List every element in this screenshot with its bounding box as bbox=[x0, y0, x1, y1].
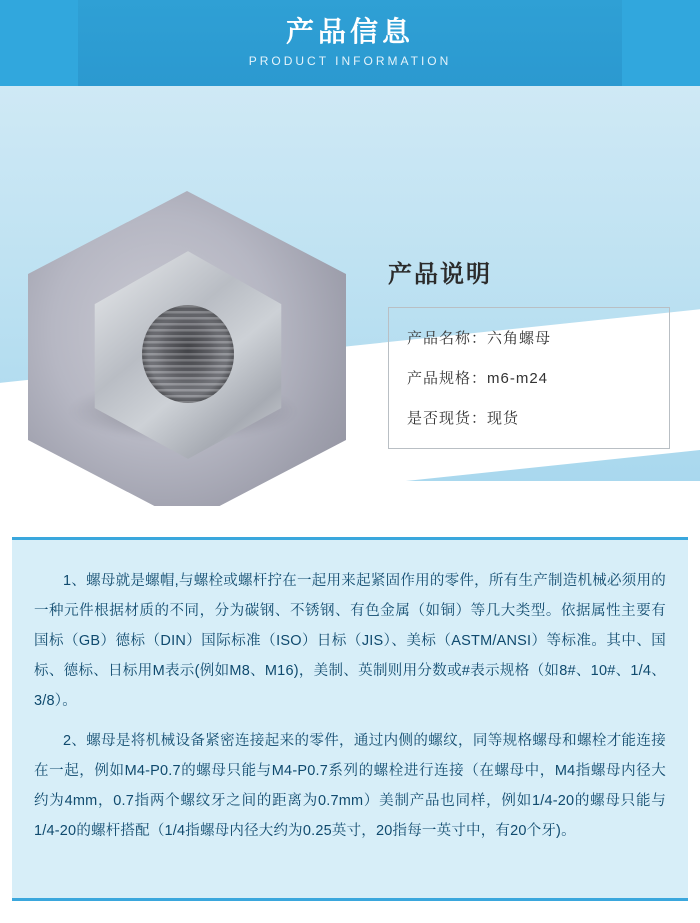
spec-row-stock: 是否现货：现货 bbox=[407, 410, 520, 427]
description-panel bbox=[12, 537, 688, 901]
description-paragraph-2: 2、螺母是将机械设备紧密连接起来的零件，通过内侧的螺纹，同等规格螺母和螺栓才能连接在一起，例如M4-P0.7的螺母只能与M4-P0.7系列的螺栓进行连接（在螺母中，M4指螺母内径大约为4mm，0.7指两个螺纹牙之间的距离为0.7mm）美制产品也同样，例如1/4-20的螺母只能与1/4-20的螺杆搭配（1/4指螺母内径大约为0.25英寸，20指每一英寸中，有20个牙)。 bbox=[34, 733, 666, 839]
spec-row-size: 产品规格：m6-m24 bbox=[407, 370, 549, 387]
product-image bbox=[28, 191, 348, 506]
product-heading: 产品说明 bbox=[388, 261, 492, 288]
description-content bbox=[12, 540, 688, 866]
header-right-accent bbox=[622, 0, 700, 86]
product-spec-box bbox=[388, 307, 670, 449]
page-subtitle: PRODUCT INFORMATION bbox=[248, 54, 452, 68]
description-paragraph-1: 1、螺母就是螺帽,与螺栓或螺杆拧在一起用来起紧固作用的零件，所有生产制造机械必须用的一种元件根据材质的不同，分为碳钢、不锈钢、有色金属（如铜）等几大类型。依据属性主要有国标（GB）德标（DIN）国际标准（ISO）日标（JIS）、美标（ASTM/ANSI）等标准。其中、国标、德标、日标用M表示(例如M8、M16)，美制、英制则用分数或#表示规格（如8#、10#、1/4、3/8）。 bbox=[34, 573, 666, 709]
header-text-group bbox=[78, 0, 622, 86]
hexagon-backdrop bbox=[28, 191, 346, 506]
spec-row-name: 产品名称：六角螺母 bbox=[407, 330, 552, 347]
page-header bbox=[0, 0, 700, 86]
product-info-panel bbox=[388, 254, 670, 449]
header-left-accent bbox=[0, 0, 78, 86]
nut-bore bbox=[142, 305, 234, 403]
nut-thread-pattern bbox=[142, 305, 234, 403]
page-title: 产品信息 bbox=[285, 16, 414, 47]
product-section bbox=[0, 86, 700, 506]
